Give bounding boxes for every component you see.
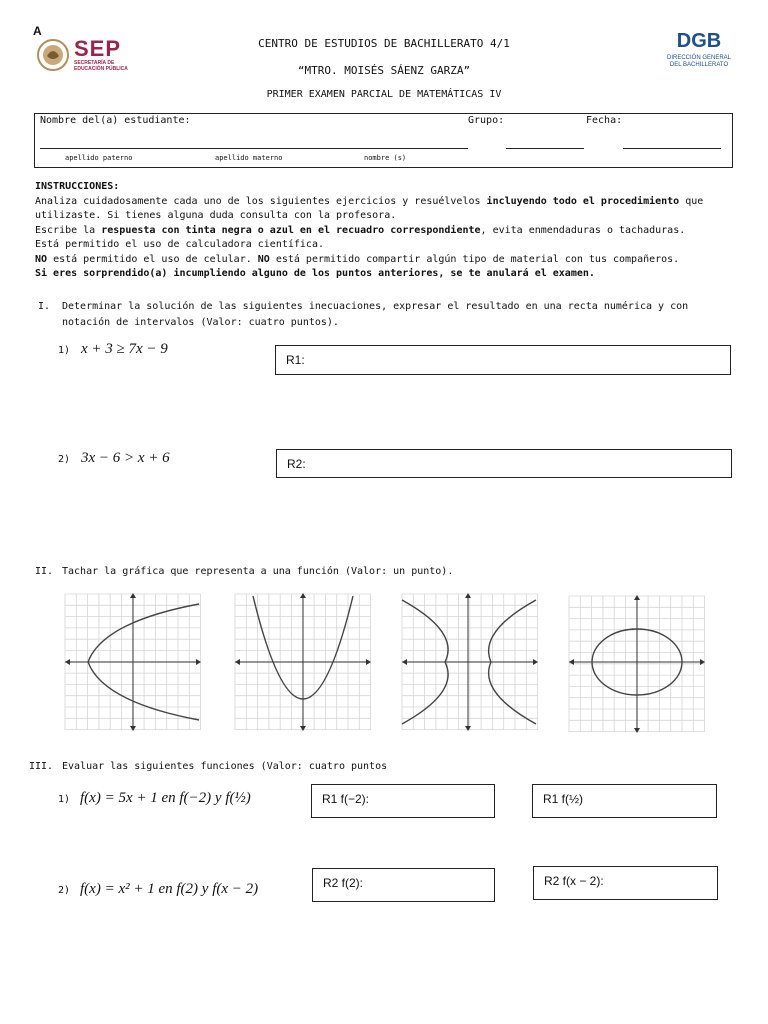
graph-hyperbola[interactable] bbox=[400, 592, 540, 732]
instruction-line-1: Analiza cuidadosamente cada uno de los siguientes ejercicios y resuélvelos incluyendo todo el procedimiento que bbox=[35, 195, 704, 207]
s3-answer1a-label: R1 f(−2): bbox=[322, 792, 370, 806]
graph-ellipse[interactable] bbox=[567, 594, 707, 734]
eagle-seal-icon bbox=[36, 38, 70, 72]
section1-text-1: Determinar la solución de las siguientes inecuaciones, expresar el resultado en una recta numérica y con bbox=[62, 301, 689, 312]
dgb-logo bbox=[664, 30, 734, 74]
sep-logo-sub2: EDUCACIÓN PÚBLICA bbox=[74, 66, 128, 72]
s1-item1-inequality: x + 3 ≥ 7x − 9 bbox=[81, 341, 168, 357]
instruction-line-6: Si eres sorprendido(a) incumpliendo alguno de los puntos anteriores, se te anulará el examen. bbox=[35, 268, 595, 279]
group-label: Grupo: bbox=[468, 115, 505, 126]
student-name-line[interactable] bbox=[40, 148, 468, 149]
s1-item2-inequality: 3x − 6 > x + 6 bbox=[81, 450, 170, 466]
s3-item2-number: 2) bbox=[58, 885, 71, 896]
section1-text-2: notación de intervalos (Valor: cuatro puntos). bbox=[62, 317, 339, 328]
s1-answer1-box[interactable] bbox=[275, 345, 731, 375]
s3-answer1b-box[interactable] bbox=[532, 784, 717, 818]
s1-answer2-label: R2: bbox=[287, 457, 306, 471]
corner-letter: A bbox=[33, 24, 42, 38]
surname-maternal-label: apellido materno bbox=[215, 154, 283, 162]
sep-logo bbox=[36, 38, 146, 74]
sep-logo-sub1: SECRETARÍA DE bbox=[74, 60, 115, 66]
student-info-box bbox=[34, 113, 733, 168]
surname-paternal-label: apellido paterno bbox=[65, 154, 133, 162]
graph-sideways-parabola[interactable] bbox=[63, 592, 203, 732]
graph-parabola[interactable] bbox=[233, 592, 373, 732]
school-subtitle: “MTRO. MOISÉS SÁENZ GARZA” bbox=[297, 64, 471, 77]
instruction-line-4: Está permitido el uso de calculadora científica. bbox=[35, 239, 324, 250]
group-line[interactable] bbox=[506, 148, 584, 149]
s3-answer1b-label: R1 f(½) bbox=[543, 792, 584, 806]
student-name-label: Nombre del(a) estudiante: bbox=[40, 115, 191, 126]
s3-answer1a-box[interactable] bbox=[311, 784, 495, 818]
sep-logo-text: SEP bbox=[74, 36, 122, 61]
s3-item1-number: 1) bbox=[58, 794, 71, 805]
section3-text: Evaluar las siguientes funciones (Valor: cuatro puntos bbox=[62, 761, 388, 772]
school-name: CENTRO DE ESTUDIOS DE BACHILLERATO 4/1 bbox=[258, 37, 510, 50]
s1-answer1-label: R1: bbox=[286, 353, 305, 367]
instruction-line-5: NO está permitido el uso de celular. NO está permitido compartir algún tipo de material con tus compañeros. bbox=[35, 253, 680, 265]
dgb-logo-text: DGB bbox=[676, 30, 722, 52]
dgb-logo-sub2: DEL BACHILLERATO bbox=[669, 62, 729, 68]
s3-item1-function: f(x) = 5x + 1 en f(−2) y f(½) bbox=[80, 790, 251, 806]
instructions-title: INSTRUCCIONES: bbox=[35, 181, 120, 192]
s1-item2-number: 2) bbox=[58, 454, 71, 465]
s1-item1-number: 1) bbox=[58, 345, 71, 356]
section2-text: Tachar la gráfica que representa a una función (Valor: un punto). bbox=[62, 566, 454, 577]
date-label: Fecha: bbox=[586, 115, 623, 126]
s3-answer2b-label: R2 f(x − 2): bbox=[544, 874, 604, 888]
given-name-label: nombre (s) bbox=[364, 154, 407, 162]
s3-answer2a-label: R2 f(2): bbox=[323, 876, 364, 890]
s3-answer2b-box[interactable] bbox=[533, 866, 718, 900]
section1-numeral: I. bbox=[38, 301, 51, 312]
section3-numeral: III. bbox=[29, 761, 54, 772]
s1-answer2-box[interactable] bbox=[276, 449, 732, 478]
instruction-line-3: Escribe la respuesta con tinta negra o azul en el recuadro correspondiente, evita enmendaduras o tachaduras. bbox=[35, 224, 686, 236]
section2-numeral: II. bbox=[35, 566, 54, 577]
instructions bbox=[35, 180, 735, 282]
s3-answer2a-box[interactable] bbox=[312, 868, 495, 902]
s3-item2-function: f(x) = x² + 1 en f(2) y f(x − 2) bbox=[80, 881, 259, 897]
exam-title: PRIMER EXAMEN PARCIAL DE MATEMÁTICAS IV bbox=[266, 89, 502, 100]
date-line[interactable] bbox=[623, 148, 721, 149]
dgb-logo-sub1: DIRECCIÓN GENERAL bbox=[666, 55, 731, 61]
instruction-line-2: utilizaste. Si tienes alguna duda consulta con la profesora. bbox=[35, 210, 397, 221]
